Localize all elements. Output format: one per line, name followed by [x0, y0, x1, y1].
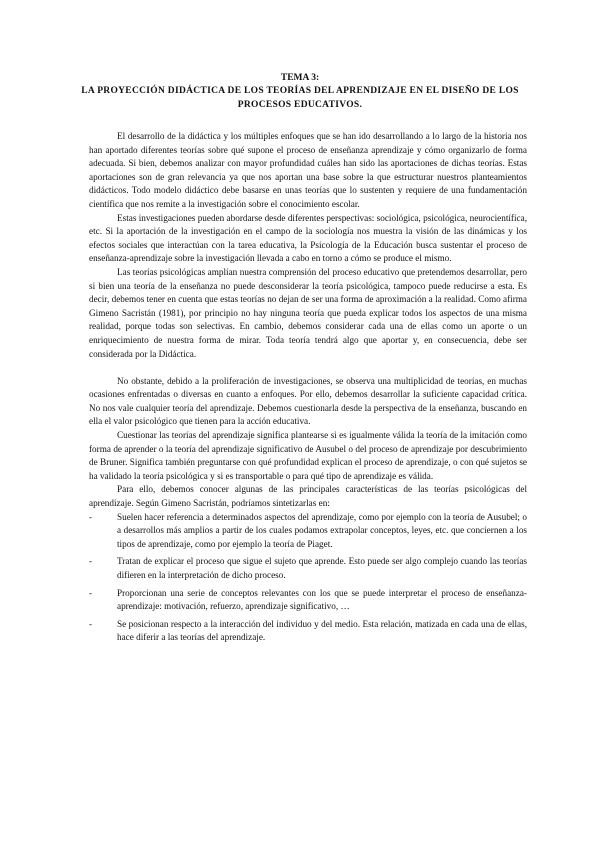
list-item [89, 587, 527, 614]
bullet-marker: - [89, 587, 93, 598]
list-item [89, 511, 527, 552]
list-item-text: Proporcionan una serie de conceptos relevantes con los que se puede interpretar el proceso de enseñanza-aprendizaje: motivación, refuerzo, aprendizaje significativo, … [117, 587, 527, 612]
paragraph-1: El desarrollo de la didáctica y los múltiples enfoques que se han ido desarrollando a lo largo de la historia nos han aportado diferentes teorías sobre qué supone el proceso de enseñanza aprendizaje y cómo organizarlo de forma adecuada. Si bien, debemos analizar con mayor profundidad cuáles han sido las aportaciones de dichas teorías. Estas aportaciones son de gran relevancia ya que nos aportan una base sobre la que estructurar nuestros planteamientos didácticos. Todo modelo didáctico debe basarse en unas teorías que lo sustenten y requiere de una fundamentación científica que nos remite a la investigación sobre el conocimiento escolar. [89, 131, 527, 209]
document-title: LA PROYECCIÓN DIDÁCTICA DE LOS TEORÍAS DEL APRENDIZAJE EN EL DISEÑO DE LOS PROCESOS EDUCATIVOS. [81, 86, 519, 110]
list-item-text: Suelen hacer referencia a determinados aspectos del aprendizaje, como por ejemplo con la teoría de Ausubel; o a desarrollos más amplios a partir de los cuales podamos extrapolar conceptos, leyes, etc. que conciernen a los tipos de aprendizaje, como por ejemplo la teoría de Piaget. [117, 511, 527, 549]
paragraph-2: Estas investigaciones pueden abordarse desde diferentes perspectivas: sociológica, psicológica, neurocientífica, etc. Si la aportación de la investigación en el campo de la sociología nos muestra la visión de las dinámicas y los efectos sociales que interactúan con la tarea educativa, la Psicología de la Educación busca sustentar el proceso de enseñanza-aprendizaje sobre la investigación llevada a cabo en torno a cómo se produce el mismo. [89, 212, 527, 264]
tema-label: TEMA 3: [280, 73, 320, 83]
paragraph-5: Cuestionar las teorías del aprendizaje significa plantearse si es igualmente válida la teoría de la imitación como forma de aprender o la teoría del aprendizaje significativo de Ausubel o del proceso de aprendizaje por descubrimiento de Bruner. Significa también preguntarse con qué profundidad explican el proceso de aprendizaje, o con qué sujetos se ha validado la teoría psicológica y si es transportable o para qué tipo de aprendizaje es válida. [89, 430, 527, 481]
body-text [89, 130, 527, 649]
characteristics-list [89, 511, 527, 645]
list-item-text: Tratan de explicar el proceso que sigue el sujeto que aprende. Esto puede ser algo complejo cuando las teorías difieren en la interpretación de dicho proceso. [117, 556, 527, 580]
title-block [70, 72, 530, 112]
bullet-marker: - [89, 618, 93, 629]
list-item [89, 555, 527, 582]
list-item [89, 618, 527, 645]
bullet-marker: - [89, 556, 93, 567]
paragraph-6: Para ello, debemos conocer algunas de las principales características de las teorías psicológicas del aprendizaje. Según Gimeno Sacristán, podríamos sintetizarlas en: [89, 484, 527, 509]
paragraph-3: Las teorías psicológicas amplían nuestra comprensión del proceso educativo que pretendemos desarrollar, pero si bien una teoría de la enseñanza no puede desconsiderar la teoría psicológica, tampoco puede reducirse a esta. Es decir, debemos tener en cuenta que estas teorías no dejan de ser una forma de aproximación a la realidad. Como afirma Gimeno Sacristán (1981), por principio no hay ninguna teoría que pueda explicar todos los aspectos de una misma realidad, porque todas son selectivas. En cambio, debemos considerar cada una de ellas como un aporte o un enriquecimiento de nuestra forma de mirar. Toda teoría tendrá algo que aportar y, en consecuencia, debe ser considerada por la Didáctica. [89, 266, 527, 359]
bullet-marker: - [89, 511, 93, 522]
list-item-text: Se posicionan respecto a la interacción del individuo y del medio. Esta relación, matizada en cada una de ellas, hace diferir a las teorías del aprendizaje. [117, 618, 527, 643]
paragraph-4: No obstante, debido a la proliferación de investigaciones, se observa una multiplicidad de teorías, en muchas ocasiones enfrentadas o diversas en cuanto a enfoques. Por ello, debemos desarrollar la suficiente capacidad crítica. No nos vale cualquier teoría del aprendizaje. Debemos cuestionarla desde la perspectiva de la enseñanza, buscando en ella el valor psicológico que tienen para la acción educativa. [89, 375, 527, 427]
